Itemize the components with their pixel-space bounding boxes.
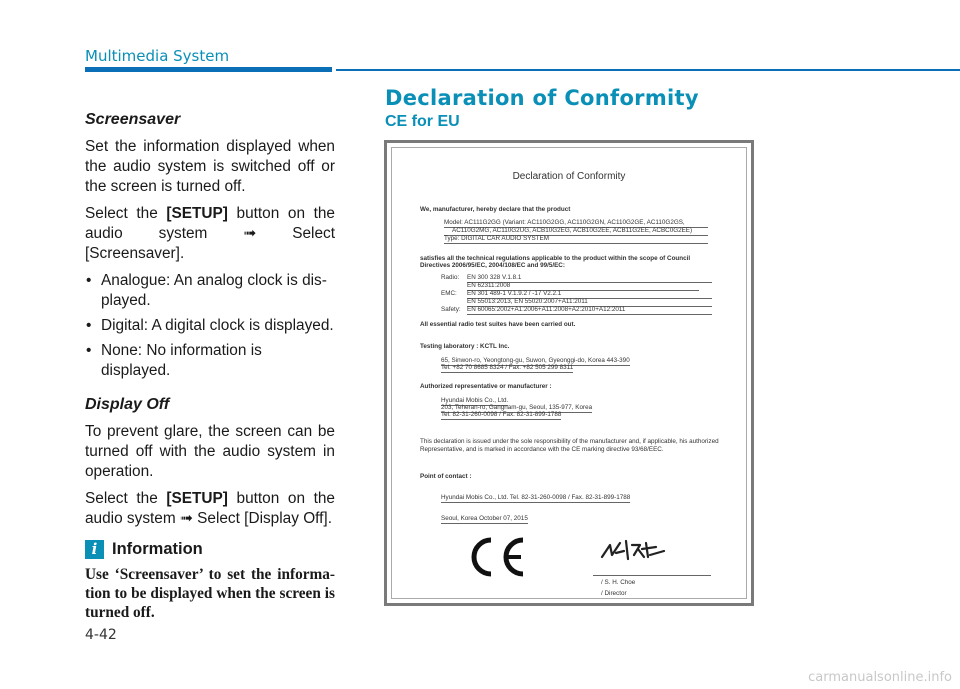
rep-heading: Authorized representative or manufacturer : <box>420 383 552 390</box>
information-body: Use ‘Screensaver’ to set the informa-tion to be displayed when the screen is turned off. <box>85 566 335 621</box>
model-line-1: Model: AC111G2GG (Variant: AC110G2GG, AC110G2GN, AC110G2GE, AC110G2GS, <box>444 219 708 228</box>
select-post-text: button on the audio system ➟ Select [Screensaver]. <box>85 204 335 262</box>
rep-line-2: 203, Teheran-ro, Gangnam-gu, Seoul, 135-977, Korea <box>441 404 593 411</box>
declaration-subtitle: CE for EU <box>385 113 460 130</box>
screensaver-select-instruction <box>85 204 335 264</box>
header-bar-thin <box>336 69 960 71</box>
radio-line-2: EN 62311:2008 <box>467 282 699 291</box>
section-title: Multimedia System <box>85 47 230 65</box>
place-date: Seoul, Korea October 07, 2015 <box>441 515 528 522</box>
issued-line-2: Representative, and is marked in accordance with the CE marking directive 93/68/EEC. <box>420 446 664 453</box>
ce-mark-icon <box>463 536 527 578</box>
rep-line-3: Tel. 82-31-260-0098 / Fax. 82-31-899-1788 <box>441 411 562 418</box>
select-pre-text: Select the <box>85 204 167 222</box>
rep-line-1: Hyundai Mobis Co., Ltd. <box>441 397 509 404</box>
signer-role: / Director <box>601 590 627 597</box>
issued-line-1: This declaration is issued under the sole responsibility of the manufacturer and, if applicable, his authorized <box>420 438 719 445</box>
information-header <box>85 539 335 560</box>
watermark: carmanualsonline.info <box>808 670 952 685</box>
left-column <box>85 110 335 622</box>
type-line: Type: DIGITAL CAR AUDIO SYSTEM <box>444 235 708 244</box>
safety-line-1: EN 60065:2002+A1:2006+A11:2008+A2:2010+A12:2011 <box>467 306 712 315</box>
signature-icon <box>598 535 668 569</box>
list-item: • None: No information is displayed. <box>85 341 335 381</box>
declaration-title: Declaration of Conformity <box>385 86 699 110</box>
select-pre-text: Select the <box>85 489 167 507</box>
info-icon: i <box>85 540 104 559</box>
screensaver-options-list <box>85 271 335 381</box>
list-item: • Analogue: An analog clock is dis-played. <box>85 271 335 311</box>
page-number: 4-42 <box>85 627 117 643</box>
screensaver-intro: Set the information displayed when the audio system is switched off or the screen is turned off. <box>85 137 335 195</box>
contact-heading: Point of contact : <box>420 473 472 480</box>
contact-line: Hyundai Mobis Co., Ltd. Tel. 82-31-260-0098 / Fax. 82-31-899-1788 <box>441 494 631 501</box>
select-post-text: button on the audio system ➟ Select [Display Off]. <box>85 489 335 527</box>
header-bar-thick <box>85 67 332 72</box>
safety-label: Safety: <box>441 306 461 313</box>
certificate-inner-border <box>391 147 747 599</box>
lab-heading: Testing laboratory : KCTL Inc. <box>420 343 510 350</box>
list-item: • Digital: A digital clock is displayed. <box>85 316 335 336</box>
emc-line-2: EN 55013:2013, EN 55020:2007+A11:2011 <box>467 298 712 307</box>
display-off-heading: Display Off <box>85 395 170 413</box>
radio-line-1: EN 300 328 V.1.8.1 <box>467 274 712 283</box>
information-title: Information <box>112 539 203 558</box>
manufacturer-heading: We, manufacturer, hereby declare that the product <box>420 206 571 213</box>
setup-button-label: [SETUP] <box>166 489 228 507</box>
satisfies-line-2: Directives 2006/95/EC, 2004/108/EC and 99/5/EC: <box>420 262 565 269</box>
tests-line: All essential radio test suites have been carried out. <box>420 321 576 328</box>
display-off-intro: To prevent glare, the screen can be turned off with the audio system in operation. <box>85 422 335 480</box>
declaration-certificate-image <box>384 140 754 606</box>
screensaver-heading: Screensaver <box>85 111 181 128</box>
lab-line-2: Tel. +82 70 8685 8324 / Fax. +82 505 299 8311 <box>441 364 574 371</box>
setup-button-label: [SETUP] <box>166 204 228 222</box>
signature-line <box>593 575 711 576</box>
certificate-title: Declaration of Conformity <box>512 171 626 182</box>
emc-line-1: EN 301 489-1 V.1.9.2 / -17 V2.2.1 <box>467 290 712 299</box>
emc-label: EMC: <box>441 290 457 297</box>
display-off-select-instruction <box>85 489 335 529</box>
signer-name: / S. H. Choe <box>601 579 636 586</box>
satisfies-line-1: satisfies all the technical regulations applicable to the product within the scope of Council <box>420 255 691 262</box>
lab-line-1: 65, Sinwon-ro, Yeongtong-gu, Suwon, Gyeonggi-do, Korea 443-390 <box>441 357 630 364</box>
radio-label: Radio: <box>441 274 460 281</box>
model-line-2: AC110G2MG, AC110G2UG, ACB10G2EG, ACB10G2EE, ACB11G2EE, ACBC0G2EE) <box>444 227 708 236</box>
